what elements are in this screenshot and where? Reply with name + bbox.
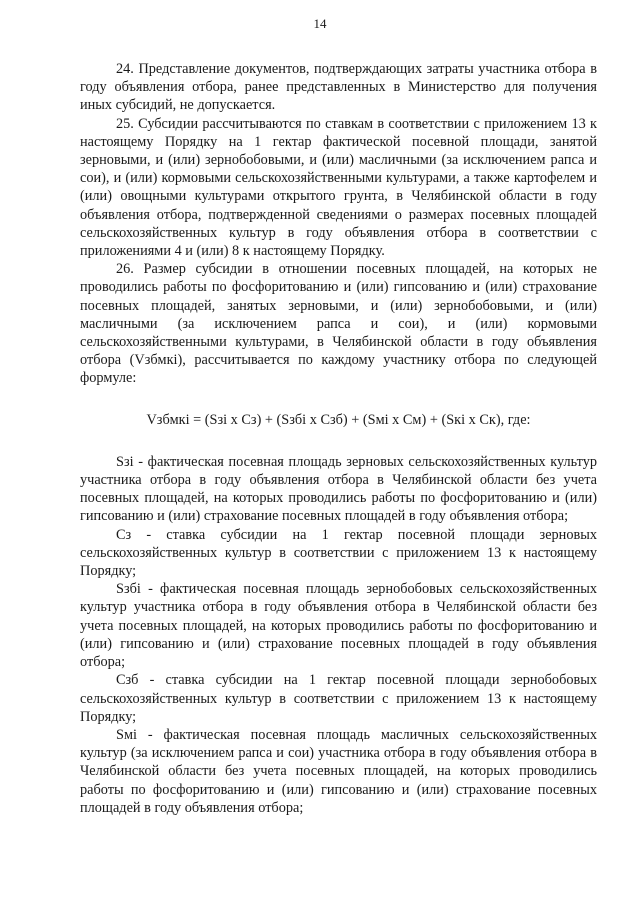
paragraph-26: 26. Размер субсидии в отношении посевных площадей, на которых не проводились работы по фосфоритованию и (или) гипсованию и (или) страхование посевных площадей, занятых зерновыми, и (или) зернобобовыми, и (или) масличными (за исключением рапса и сои), и (или) кормовыми сельскохозяйственными культурами, в Челябинской области в году объявления отбора (Vзбмкi), рассчитывается по каждому участнику отбора по следующей формуле: bbox=[80, 261, 597, 387]
definition-smi: Sмi - фактическая посевная площадь масличных сельскохозяйственных культур (за исключением рапса и сои) участника отбора в году объявления отбора в Челябинской области без учета посевных площадей, на которых проводились работы по фосфоритованию и (или) гипсованию и (или) страхование посевных площадей в году объявления отбора; bbox=[80, 726, 597, 816]
paragraph-25: 25. Субсидии рассчитываются по ставкам в соответствии с приложением 13 к настоящему Порядку на 1 гектар фактической посевной площади, занятой зерновыми, и (или) зернобобовыми, и (или) масличными (за исключением рапса и сои), и (или) кормовыми сельскохозяйственными культурами, а также картофелем и (или) овощными культурами открытого грунта, в Челябинской области в году объявления отбора, подтвержденной сведениями о размерах посевных площадей сельскохозяйственных культур в году объявления отбора в соответствии с приложениями 4 и (или) 8 к настоящему Порядку. bbox=[80, 115, 597, 260]
definition-szbi: Sзбi - фактическая посевная площадь зернобобовых сельскохозяйственных культур участника отбора в году объявления отбора в Челябинской области без учета посевных площадей, на которых проводились работы по фосфоритованию и (или) гипсованию и (или) страхование посевных площадей в году объявления отбора; bbox=[80, 581, 597, 671]
definition-szi: Sзi - фактическая посевная площадь зерновых сельскохозяйственных культур участника отбора в году объявления отбора в Челябинской области без учета посевных площадей, на которых проводились работы по фосфоритованию и (или) гипсованию и (или) страхование посевных площадей в году объявления отбора; bbox=[80, 453, 597, 525]
definition-sz: Сз - ставка субсидии на 1 гектар посевной площади зерновых сельскохозяйственных культур в соответствии с приложением 13 к настоящему Порядку; bbox=[80, 526, 597, 580]
definition-szb: Сзб - ставка субсидии на 1 гектар посевной площади зернобобовых сельскохозяйственных культур в соответствии с приложением 13 к настоящему Порядку; bbox=[80, 672, 597, 725]
subsidy-formula: Vзбмкi = (Sзi х Сз) + (Sзбi х Сзб) + (Sмi х См) + (Sкi х Ск), где: bbox=[146, 411, 531, 428]
paragraph-24: 24. Представление документов, подтверждающих затраты участника отбора в году объявления отбора, ранее представленных в Министерство для получения иных субсидий, не допускается. bbox=[80, 61, 597, 114]
page-number: 14 bbox=[313, 16, 327, 31]
document-body bbox=[80, 60, 597, 817]
